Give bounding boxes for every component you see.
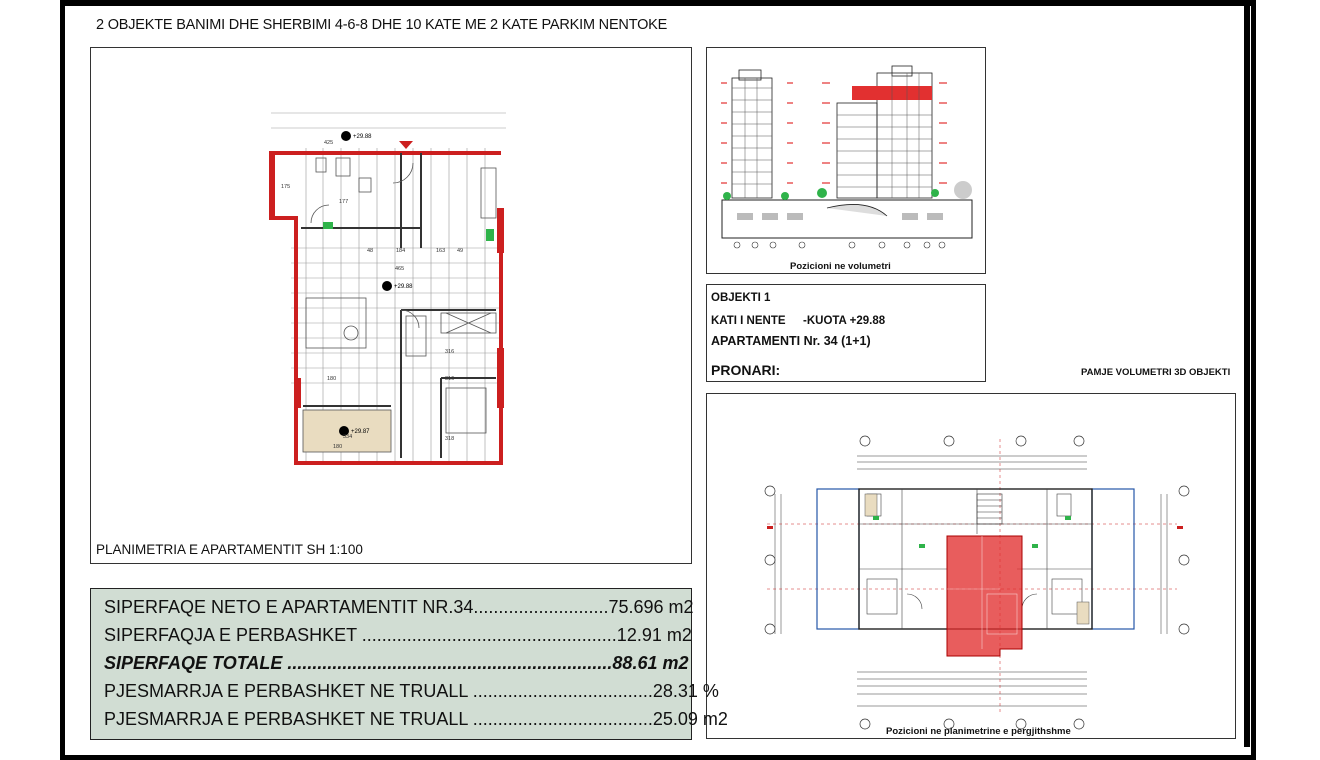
object-label: OBJEKTI 1 <box>711 292 771 304</box>
dim-label: 180 <box>333 444 343 450</box>
site-plan-caption: Pozicioni ne planimetrine e pergjithshme <box>886 726 1071 737</box>
volume-caption: Pozicioni ne volumetri <box>790 261 891 272</box>
elev-mark: +29.88 <box>353 134 372 140</box>
dim-label: 184 <box>396 248 406 254</box>
dim-label: 180 <box>327 376 337 382</box>
apartment-info-panel <box>706 284 986 382</box>
sheet-right-border <box>1244 6 1250 747</box>
dim-label: 318 <box>445 436 455 442</box>
dim-label: 334 <box>343 434 353 440</box>
area-summary-table <box>90 588 728 740</box>
dim-label: 316 <box>445 349 455 355</box>
area-row-total: SIPERFAQE TOTALE .................................................................88.61 m2 <box>104 653 689 673</box>
floor-label: KATI I NENTE <box>711 315 786 327</box>
area-row-land-share-area: PJESMARRJA E PERBASHKET NE TRUALL ....................................25.09 m2 <box>104 709 728 729</box>
volume-position-panel <box>706 47 986 274</box>
apartment-plan-panel <box>90 47 692 564</box>
volume-section-drawing <box>707 48 987 275</box>
dim-label: 163 <box>436 248 446 254</box>
elev-mark: +29.88 <box>394 284 413 290</box>
apartment-plan-drawing <box>91 48 693 565</box>
apartment-label: APARTAMENTI Nr. 34 (1+1) <box>711 334 871 348</box>
page-title: 2 OBJEKTE BANIMI DHE SHERBIMI 4-6-8 DHE 10 KATE ME 2 KATE PARKIM NENTOKE <box>96 17 668 33</box>
dim-label: 316 <box>445 376 455 382</box>
area-row-net: SIPERFAQE NETO E APARTAMENTIT NR.34...........................75.696 m2 <box>104 597 694 617</box>
dim-label: 465 <box>395 266 405 272</box>
kuota-label: -KUOTA +29.88 <box>803 315 886 327</box>
dim-label: 425 <box>324 140 334 146</box>
dim-label: 177 <box>339 199 349 205</box>
owner-label: PRONARI: <box>711 362 781 378</box>
area-row-common: SIPERFAQJA E PERBASHKET ...................................................12.91 m2 <box>104 625 692 645</box>
dim-label: 49 <box>457 248 464 254</box>
site-plan-panel <box>706 393 1236 739</box>
dim-label: 48 <box>367 248 374 254</box>
elev-mark: +29.87 <box>351 429 370 435</box>
area-row-land-share-percent: PJESMARRJA E PERBASHKET NE TRUALL ....................................28.31 % <box>104 681 719 701</box>
plan-caption: PLANIMETRIA E APARTAMENTIT SH 1:100 <box>96 542 363 557</box>
dim-label: 175 <box>281 184 291 190</box>
site-plan-drawing <box>707 394 1237 740</box>
volume-3d-label: PAMJE VOLUMETRI 3D OBJEKTI <box>1081 367 1231 378</box>
